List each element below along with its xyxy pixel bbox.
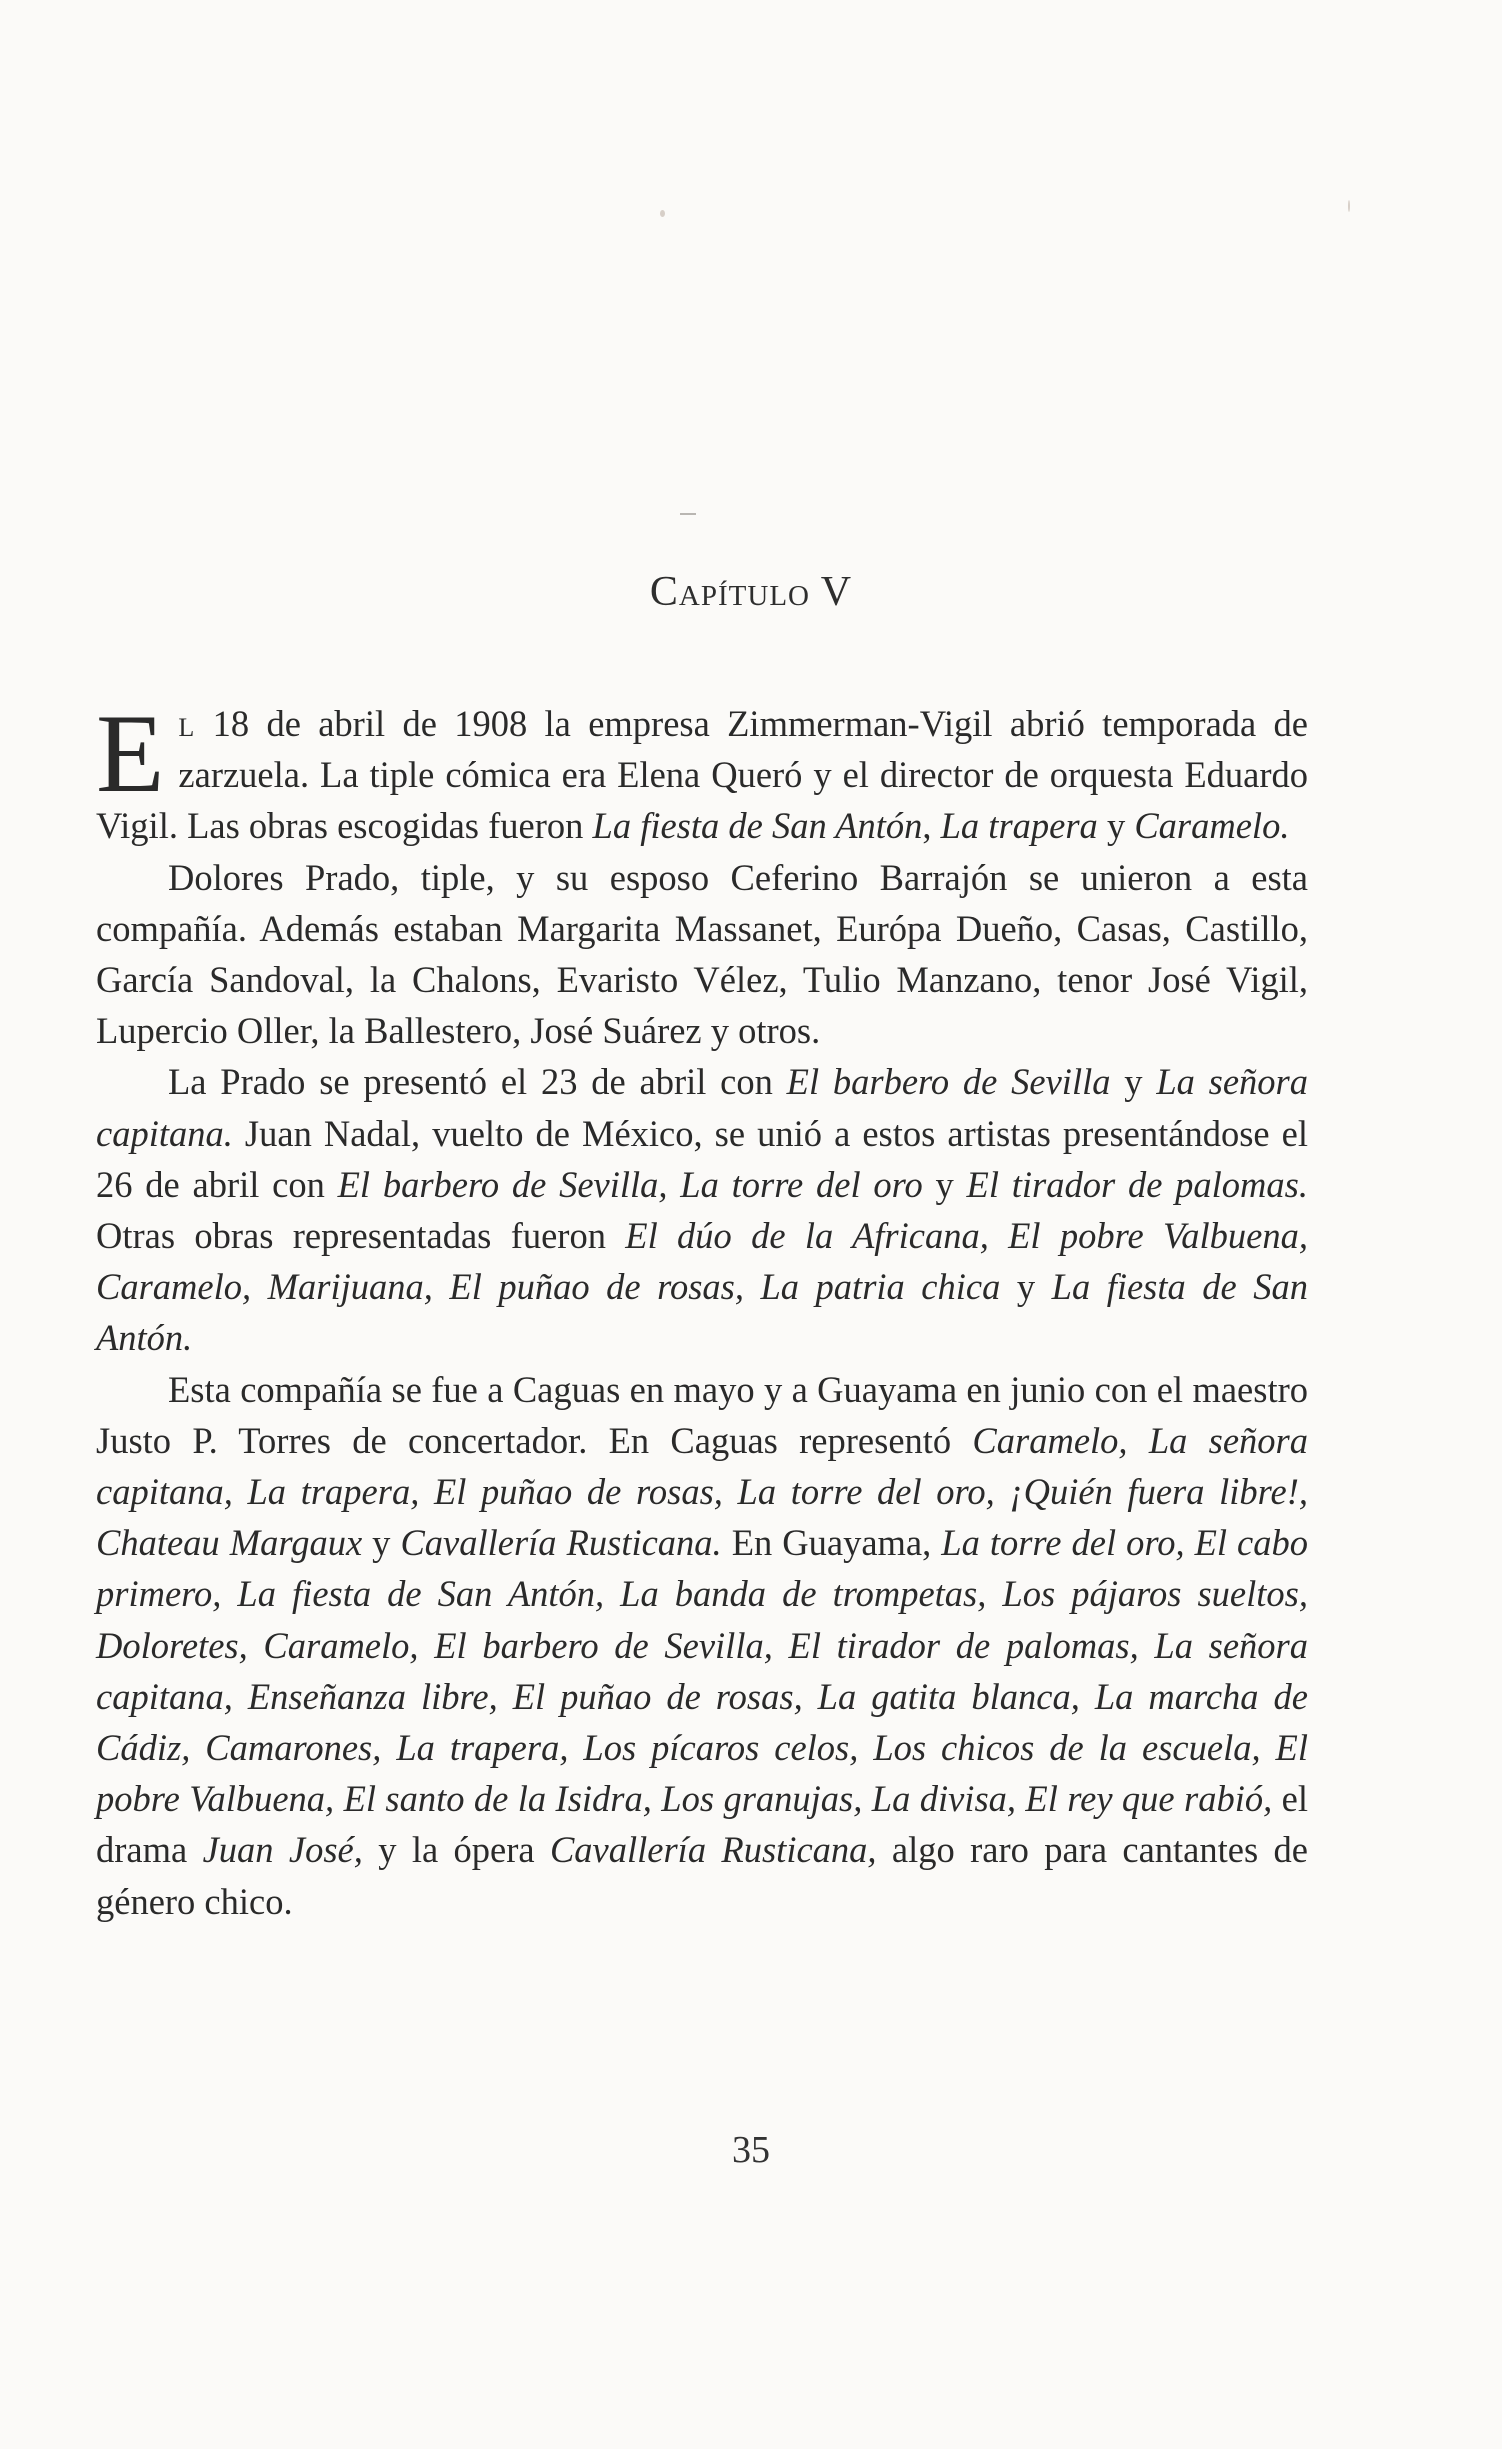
paper-speck	[1348, 200, 1350, 212]
italic-title: Cavallería Rusticana,	[549, 1829, 877, 1871]
text-run: y la ópera	[362, 1829, 550, 1871]
body-text	[96, 692, 1309, 1927]
italic-title: La fiesta de San Antón.	[96, 1266, 1309, 1359]
paragraph	[96, 1056, 1308, 1363]
italic-title: La señora capitana.	[96, 1061, 1309, 1154]
paragraph	[96, 852, 1308, 1057]
chapter-heading	[0, 568, 1502, 616]
text-run: y	[922, 1163, 967, 1205]
text-run: Esta compañía se fue a Caguas en mayo y a Guayama en junio con el maestro Justo P. Torres de concertador. En Caguas representó	[96, 1368, 1308, 1461]
italic-title: La fiesta de San Antón	[592, 805, 923, 847]
page-number: 35	[732, 2129, 770, 2171]
paragraph	[96, 1364, 1308, 1927]
text-run: y	[1097, 805, 1135, 847]
italic-title: El dúo de la Africana, El pobre Valbuena, Caramelo, Marijuana, El puñao de rosas, La patria chica	[96, 1215, 1308, 1308]
text-run: La Prado se presentó el 23 de abril con	[168, 1061, 787, 1103]
italic-title: El barbero de Sevilla	[786, 1061, 1111, 1103]
italic-title: La trapera	[940, 805, 1098, 847]
text-run: 18 de abril de 1908 la empresa Zimmerman-Vigil abrió temporada de zarzuela. La tiple cómica era Elena Queró y el director de orquesta Eduardo Vigil. Las obras escogidas fueron	[96, 703, 1308, 847]
text-run: y	[362, 1522, 401, 1564]
italic-title: Caramelo, La señora capitana, La trapera, El puñao de rosas, La torre del oro, ¡Quién fuera libre!, Chateau Margaux	[96, 1419, 1308, 1564]
text-run: En Guayama,	[721, 1522, 942, 1564]
italic-title: Cavallería Rusticana.	[400, 1522, 722, 1564]
text-run: y	[1110, 1061, 1157, 1103]
text-run: el drama	[96, 1778, 1308, 1871]
paragraph	[96, 692, 1308, 852]
text-run: y	[1000, 1266, 1052, 1308]
text-run: ,	[922, 805, 941, 847]
text-run: Dolores Prado, tiple, y su esposo Ceferino Barrajón se unieron a esta compañía. Además estaban Margarita Massanet, Európa Dueño, Casas, Castillo, García Sandoval, la Chalons, Evaristo Vélez, Tulio Manzano, tenor José Vigil, Lupercio Oller, la Ballestero, José Suárez y otros.	[96, 856, 1308, 1052]
drop-cap: E	[96, 692, 165, 816]
text-run: algo raro para cantantes de género chico.	[96, 1829, 1308, 1922]
italic-title: La torre del oro, El cabo primero, La fiesta de San Antón, La banda de trompetas, Los pájaros sueltos, Doloretes, Caramelo, El barbero de Sevilla, El tirador de palomas, La señora capitana, Enseñanza libre, El puñao de rosas, La gatita blanca, La marcha de Cádiz, Camarones, La trapera, Los pícaros celos, Los chicos de la escuela, El pobre Valbuena, El santo de la Isidra, Los granujas, La divisa, El rey que rabió,	[96, 1522, 1308, 1820]
text-run: Juan Nadal, vuelto de México, se unió a estos artistas presentándose el 26 de abril con	[96, 1112, 1308, 1205]
italic-title: El barbero de Sevilla, La torre del oro	[337, 1163, 923, 1205]
italic-title: Juan José,	[202, 1829, 363, 1871]
italic-title: Caramelo.	[1134, 805, 1290, 847]
text-run: l	[178, 703, 196, 744]
text-run: Otras obras representadas fueron	[96, 1215, 626, 1257]
paper-speck	[660, 210, 665, 217]
italic-title: El tirador de palomas.	[966, 1163, 1308, 1205]
chapter-label: Capítulo V	[649, 569, 853, 615]
top-dash-mark	[680, 513, 696, 515]
